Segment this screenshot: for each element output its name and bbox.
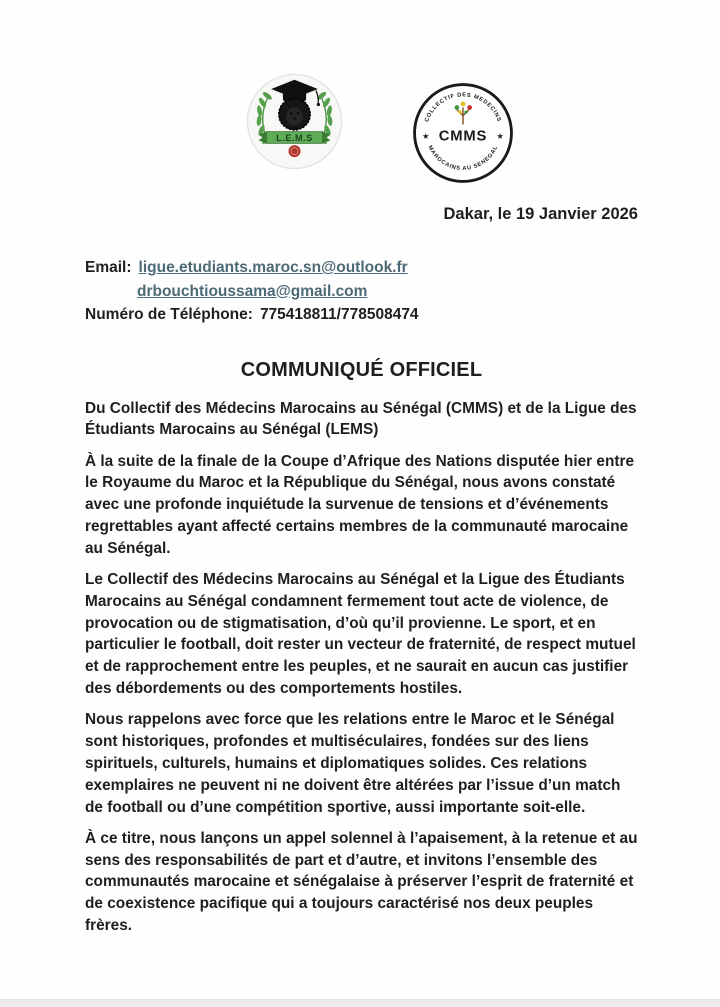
phone-numbers: 775418811/778508474 [259, 306, 419, 323]
star-icon: ★ [497, 132, 504, 141]
email-link-outlook[interactable]: ligue.etudiants.maroc.sn@outlook.fr [138, 259, 408, 276]
contact-block [85, 256, 638, 327]
lion-icon [278, 98, 310, 130]
lems-logo [246, 73, 343, 170]
lems-banner [259, 132, 331, 144]
document-content [85, 203, 638, 937]
email-line-2 [85, 280, 638, 304]
lems-banner-label: L.E.M.S [276, 132, 313, 143]
phone-line [85, 303, 638, 327]
cmms-arc-top-text: COLLECTIF DES MEDECINS [424, 92, 502, 123]
paragraph-2: Le Collectif des Médecins Marocains au Sénégal et la Ligue des Étudiants Marocains au Sénégal condamnent fermement tout acte de violence, de provocation ou de stigmatisation, d’où qu’il provienne. Le sport, et en particulier le football, doit rester un vecteur de fraternité, de respect mutuel et de rapprochement entre les peuples, et ne saurait en aucun cas justifier des débordements ou des comportements hostiles. [85, 571, 636, 698]
date-line: Dakar, le 19 Janvier 2026 [443, 205, 638, 223]
cmms-center-label: CMMS [438, 128, 488, 145]
cmms-arc-bottom-text: MAROCAINS AU SENEGAL [426, 144, 500, 173]
photo-bottom-edge [0, 999, 720, 1007]
paragraph-1: À la suite de la finale de la Coupe d’Afrique des Nations disputée hier entre le Royaume du Maroc et la République du Sénégal, nous avons constaté avec une profonde inquiétude la survenue de tensions et d’événements regrettables ayant affecté certains membres de la communauté marocaine au Sénégal. [85, 452, 635, 557]
page-title: COMMUNIQUÉ OFFICIEL [240, 358, 483, 381]
cmms-logo-graphic [412, 82, 514, 184]
paragraph-3: Nous rappelons avec force que les relations entre le Maroc et le Sénégal sont historiques, profondes et multiséculaires, fondées sur des liens spirituels, culturels, humains et diplomatiques solides. Ces relations exemplaires ne peuvent ni ne doivent être altérées par l’issue d’un match de football ou d’une compétition sportive, aussi importante soit-elle. [85, 711, 621, 816]
star-icon: ★ [422, 132, 429, 141]
email-label: Email: [85, 259, 132, 276]
paragraph-4: À ce titre, nous lançons un appel solennel à l’apaisement, à la retenue et au sens des responsabilités de part et d’autre, et invitons l’ensemble des communautés marocaine et sénégalaise à préserver l’esprit de fraternité et de coexistence pacifique qui a toujours caractérisé nos deux peuples frères. [85, 829, 638, 935]
phone-label: Numéro de Téléphone: [85, 306, 253, 323]
cmms-logo [412, 82, 514, 184]
lems-logo-graphic [246, 73, 343, 170]
email-line [85, 256, 638, 280]
email-link-gmail[interactable]: drbouchtioussama@gmail.com [137, 282, 368, 300]
from-line: Du Collectif des Médecins Marocains au Sénégal (CMMS) et de la Ligue des Étudiants Marocains au Sénégal (LEMS) [85, 399, 637, 439]
seal-icon [288, 145, 300, 157]
